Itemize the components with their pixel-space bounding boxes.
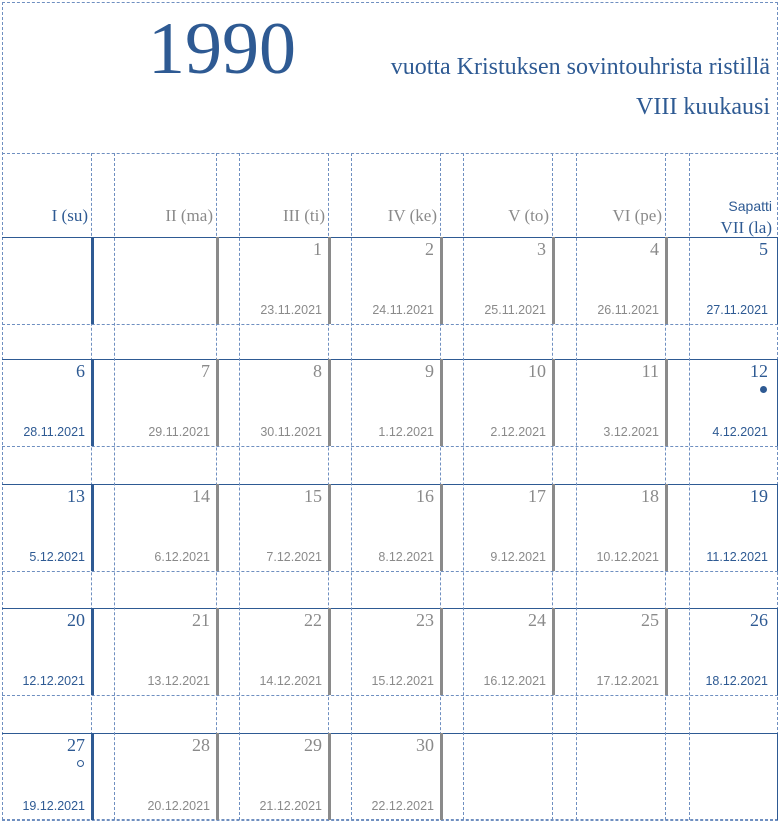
gregorian-date: 1.12.2021 — [378, 425, 434, 439]
day-cell — [689, 733, 778, 820]
gregorian-date: 17.12.2021 — [596, 674, 659, 688]
day-number: 5 — [759, 239, 768, 259]
cell-divider — [328, 484, 331, 571]
gregorian-date: 19.12.2021 — [22, 799, 85, 813]
weekday-header: VII (la) — [720, 218, 772, 237]
gregorian-date: 9.12.2021 — [490, 550, 546, 564]
weekday-header: IV (ke) — [387, 206, 437, 225]
day-cell — [576, 733, 668, 820]
cell-divider — [216, 608, 219, 695]
day-cell[interactable] — [351, 359, 443, 446]
weekday-header: III (ti) — [282, 206, 325, 225]
day-number: 16 — [416, 486, 434, 506]
day-number: 2 — [425, 239, 434, 259]
cell-divider — [328, 608, 331, 695]
day-cell[interactable] — [114, 359, 219, 446]
cell-divider — [328, 733, 331, 820]
gregorian-date: 21.12.2021 — [259, 799, 322, 813]
gregorian-date: 2.12.2021 — [490, 425, 546, 439]
day-cell[interactable] — [689, 608, 778, 695]
day-cell[interactable] — [576, 359, 668, 446]
day-number: 29 — [304, 735, 322, 755]
day-number: 28 — [192, 735, 210, 755]
gregorian-date: 13.12.2021 — [147, 674, 210, 688]
cell-divider — [440, 733, 443, 820]
day-number: 20 — [67, 610, 85, 630]
day-cell — [114, 237, 219, 324]
gregorian-date: 6.12.2021 — [154, 550, 210, 564]
cell-divider — [216, 359, 219, 446]
gregorian-date: 4.12.2021 — [712, 425, 768, 439]
day-number: 17 — [528, 486, 546, 506]
gregorian-date: 11.12.2021 — [706, 550, 768, 564]
grid-line — [2, 324, 778, 325]
gregorian-date: 23.11.2021 — [260, 303, 322, 317]
sabbath-label: Sapatti — [728, 198, 772, 214]
gregorian-date: 5.12.2021 — [29, 550, 85, 564]
day-number: 13 — [67, 486, 85, 506]
day-number: 15 — [304, 486, 322, 506]
day-cell[interactable] — [2, 733, 94, 820]
cell-divider — [665, 484, 668, 571]
grid-line — [2, 695, 778, 696]
day-cell[interactable] — [463, 608, 555, 695]
day-number: 30 — [416, 735, 434, 755]
cell-divider — [328, 237, 331, 324]
gregorian-date: 24.11.2021 — [372, 303, 434, 317]
day-cell[interactable] — [239, 237, 331, 324]
day-cell[interactable] — [239, 359, 331, 446]
day-cell[interactable] — [2, 608, 94, 695]
day-cell[interactable] — [351, 733, 443, 820]
gregorian-date: 18.12.2021 — [705, 674, 768, 688]
gregorian-date: 8.12.2021 — [378, 550, 434, 564]
gregorian-date: 27.11.2021 — [706, 303, 768, 317]
gregorian-date: 10.12.2021 — [596, 550, 659, 564]
gregorian-date: 16.12.2021 — [483, 674, 546, 688]
day-cell[interactable] — [2, 484, 94, 571]
grid-line — [2, 446, 778, 447]
grid-line — [2, 571, 778, 572]
day-cell[interactable] — [576, 484, 668, 571]
weekday-header: I (su) — [51, 206, 88, 225]
day-cell[interactable] — [576, 237, 668, 324]
cell-divider — [552, 608, 555, 695]
cell-divider — [665, 608, 668, 695]
day-number: 3 — [537, 239, 546, 259]
day-cell[interactable] — [2, 359, 94, 446]
day-number: 23 — [416, 610, 434, 630]
cell-divider — [91, 484, 94, 571]
gregorian-date: 3.12.2021 — [603, 425, 659, 439]
day-cell[interactable] — [114, 484, 219, 571]
gregorian-date: 20.12.2021 — [147, 799, 210, 813]
cell-divider — [91, 237, 94, 324]
cell-divider — [216, 484, 219, 571]
era-subtitle: vuotta Kristuksen sovintouhrista ristillä — [390, 54, 770, 80]
day-number: 11 — [641, 361, 659, 381]
day-number: 26 — [750, 610, 768, 630]
cell-divider — [665, 359, 668, 446]
cell-divider — [216, 237, 219, 324]
gregorian-date: 25.11.2021 — [484, 303, 546, 317]
gregorian-date: 15.12.2021 — [371, 674, 434, 688]
day-cell[interactable] — [114, 608, 219, 695]
day-number: 12 — [750, 361, 768, 381]
day-cell[interactable] — [463, 237, 555, 324]
grid-line — [2, 153, 778, 154]
cell-divider — [91, 733, 94, 820]
day-cell — [463, 733, 555, 820]
cell-divider — [440, 359, 443, 446]
month-label: VIII kuukausi — [636, 94, 770, 120]
day-cell[interactable] — [689, 237, 778, 324]
day-cell[interactable] — [239, 484, 331, 571]
day-number: 14 — [192, 486, 210, 506]
cell-divider — [665, 237, 668, 324]
gregorian-date: 30.11.2021 — [260, 425, 322, 439]
new-moon-icon — [77, 760, 84, 767]
full-moon-icon — [760, 386, 767, 393]
day-number: 19 — [750, 486, 768, 506]
day-cell[interactable] — [689, 359, 778, 446]
day-number: 10 — [528, 361, 546, 381]
day-number: 22 — [304, 610, 322, 630]
day-number: 25 — [641, 610, 659, 630]
cell-divider — [440, 237, 443, 324]
cell-divider — [552, 237, 555, 324]
cell-divider — [552, 359, 555, 446]
day-cell — [2, 237, 94, 324]
weekday-header: VI (pe) — [612, 206, 662, 225]
year-number: 1990 — [148, 8, 296, 90]
day-cell[interactable] — [239, 608, 331, 695]
day-number: 24 — [528, 610, 546, 630]
day-number: 7 — [201, 361, 210, 381]
day-number: 21 — [192, 610, 210, 630]
day-number: 8 — [313, 361, 322, 381]
cell-divider — [91, 359, 94, 446]
gregorian-date: 26.11.2021 — [597, 303, 659, 317]
grid-line — [2, 820, 778, 821]
gregorian-date: 22.12.2021 — [371, 799, 434, 813]
day-cell[interactable] — [351, 608, 443, 695]
day-cell[interactable] — [463, 484, 555, 571]
day-number: 4 — [650, 239, 659, 259]
day-number: 27 — [67, 735, 85, 755]
day-number: 1 — [313, 239, 322, 259]
day-cell[interactable] — [463, 359, 555, 446]
day-cell[interactable] — [576, 608, 668, 695]
day-cell[interactable] — [114, 733, 219, 820]
cell-divider — [91, 608, 94, 695]
gregorian-date: 14.12.2021 — [259, 674, 322, 688]
cell-divider — [216, 733, 219, 820]
weekday-header: V (to) — [508, 206, 549, 225]
day-cell[interactable] — [351, 237, 443, 324]
day-number: 9 — [425, 361, 434, 381]
day-number: 6 — [76, 361, 85, 381]
gregorian-date: 12.12.2021 — [22, 674, 85, 688]
cell-divider — [328, 359, 331, 446]
day-cell[interactable] — [239, 733, 331, 820]
cell-divider — [440, 608, 443, 695]
cell-divider — [552, 484, 555, 571]
weekday-header: II (ma) — [165, 206, 213, 225]
day-cell[interactable] — [689, 484, 778, 571]
day-cell[interactable] — [351, 484, 443, 571]
day-number: 18 — [641, 486, 659, 506]
gregorian-date: 7.12.2021 — [266, 550, 322, 564]
gregorian-date: 29.11.2021 — [148, 425, 210, 439]
cell-divider — [440, 484, 443, 571]
gregorian-date: 28.11.2021 — [23, 425, 85, 439]
